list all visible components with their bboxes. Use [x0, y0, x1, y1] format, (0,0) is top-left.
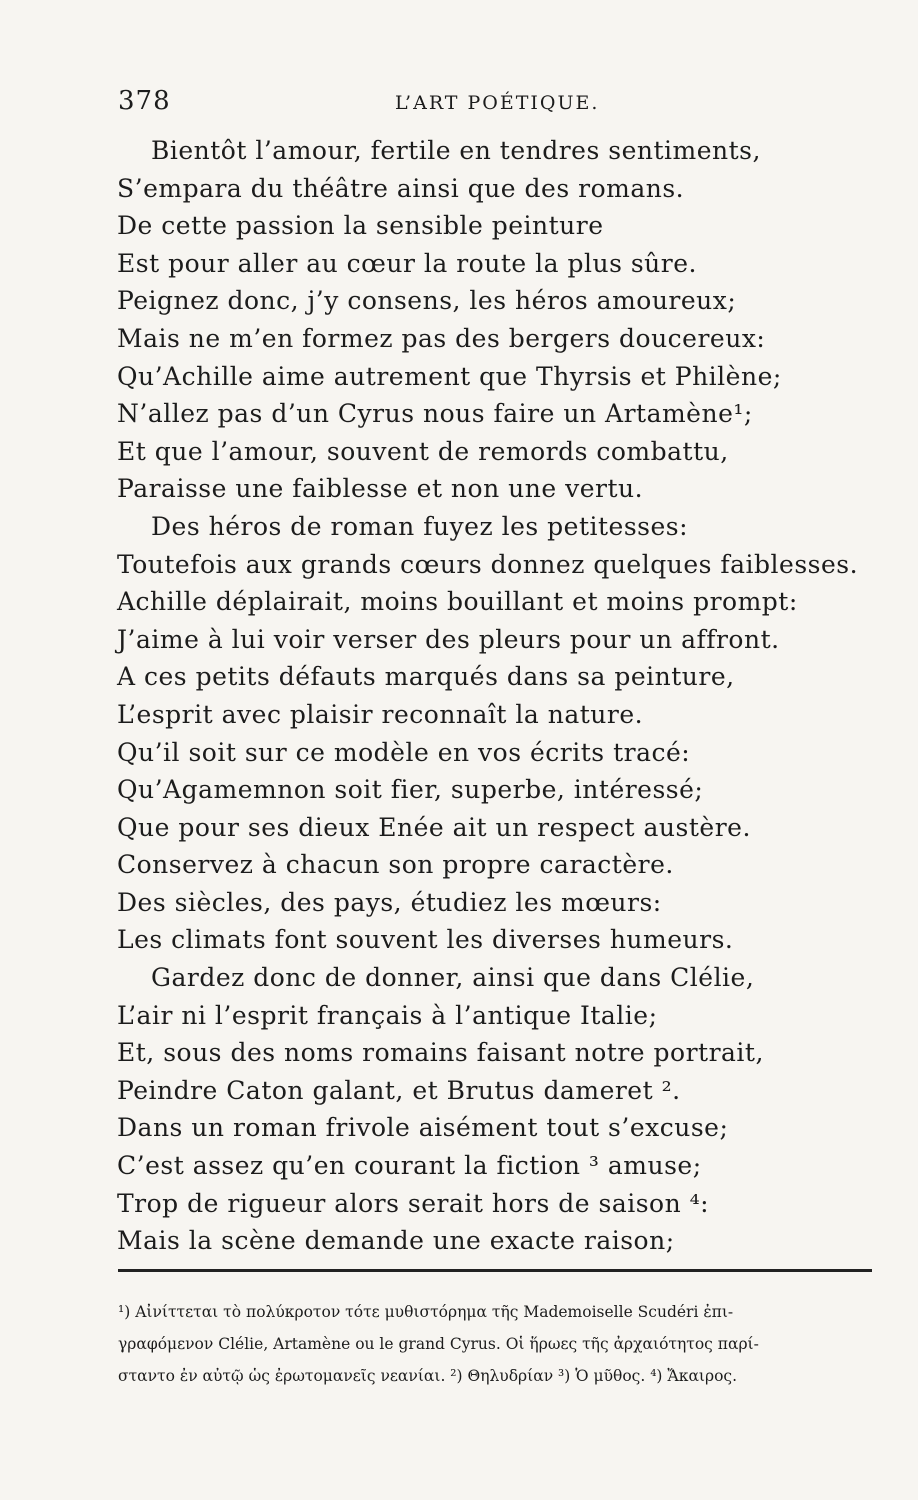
verse-line: Et, sous des noms romains faisant notre portrait,: [117, 1038, 764, 1068]
page-number: 378: [118, 86, 171, 116]
verse-line: N’allez pas d’un Cyrus nous faire un Artamène¹;: [117, 399, 753, 429]
verse-block: [117, 132, 859, 1260]
verse-line: Trop de rigueur alors serait hors de saison ⁴:: [117, 1188, 710, 1218]
footnotes: [118, 1296, 878, 1392]
verse-line: De cette passion la sensible peinture: [117, 211, 604, 241]
verse-line: J’aime à lui voir verser des pleurs pour un affront.: [117, 624, 780, 654]
verse-line: Dans un roman frivole aisément tout s’excuse;: [117, 1113, 729, 1143]
running-head: L’ART POÉTIQUE.: [395, 92, 600, 114]
verse-line: Peindre Caton galant, et Brutus dameret ².: [117, 1075, 681, 1105]
verse-line: Qu’Agamemnon soit fier, superbe, intéressé;: [117, 775, 704, 805]
verse-line: Les climats font souvent les diverses humeurs.: [117, 925, 734, 955]
verse-line: Toutefois aux grands cœurs donnez quelques faiblesses.: [117, 549, 859, 579]
verse-line: Gardez donc de donner, ainsi que dans Clélie,: [151, 963, 755, 993]
verse-line: Des siècles, des pays, étudiez les mœurs:: [117, 887, 662, 917]
verse-line: Que pour ses dieux Enée ait un respect austère.: [117, 812, 751, 842]
verse-line: Paraisse une faiblesse et non une vertu.: [117, 474, 644, 504]
verse-line: Qu’Achille aime autrement que Thyrsis et Philène;: [117, 361, 782, 391]
verse-line: Achille déplairait, moins bouillant et moins prompt:: [117, 587, 798, 617]
verse-line: Peignez donc, j’y consens, les héros amoureux;: [117, 286, 737, 316]
verse-line: Et que l’amour, souvent de remords combattu,: [117, 436, 729, 466]
verse-line: L’air ni l’esprit français à l’antique Italie;: [117, 1000, 658, 1030]
verse-line: Conservez à chacun son propre caractère.: [117, 850, 674, 880]
verse-line: A ces petits défauts marqués dans sa peinture,: [117, 662, 735, 692]
footnote-line: γραφόμενον Clélie, Artamène ou le grand Cyrus. Οἱ ἥρωες τῆς ἀρχαιότητος παρί-: [118, 1335, 759, 1353]
verse-line: Mais ne m’en formez pas des bergers doucereux:: [117, 323, 766, 353]
footnote-line: ¹) Αἰνίττεται τὸ πολύκροτον τότε μυθιστόρημα τῆς Mademoiselle Scudéri ἐπι-: [118, 1303, 734, 1321]
verse-line: Qu’il soit sur ce modèle en vos écrits tracé:: [117, 737, 691, 767]
verse-line: L’esprit avec plaisir reconnaît la nature.: [117, 699, 644, 729]
footnote-line: σταντο ἐν αὐτῷ ὡς ἐρωτομανεῖς νεανίαι. ²) Θηλυδρίαν ³) Ὁ μῦθος. ⁴) Ἄκαιρος.: [118, 1367, 738, 1385]
verse-line: Des héros de roman fuyez les petitesses:: [151, 511, 689, 541]
verse-line: S’empara du théâtre ainsi que des romans.: [117, 173, 685, 203]
footnote-rule: [118, 1269, 872, 1272]
verse-line: C’est assez qu’en courant la fiction ³ amuse;: [117, 1151, 702, 1181]
verse-line: Bientôt l’amour, fertile en tendres sentiments,: [151, 136, 761, 165]
verse-line: Est pour aller au cœur la route la plus sûre.: [117, 248, 697, 278]
verse-line: Mais la scène demande une exacte raison;: [117, 1226, 675, 1256]
